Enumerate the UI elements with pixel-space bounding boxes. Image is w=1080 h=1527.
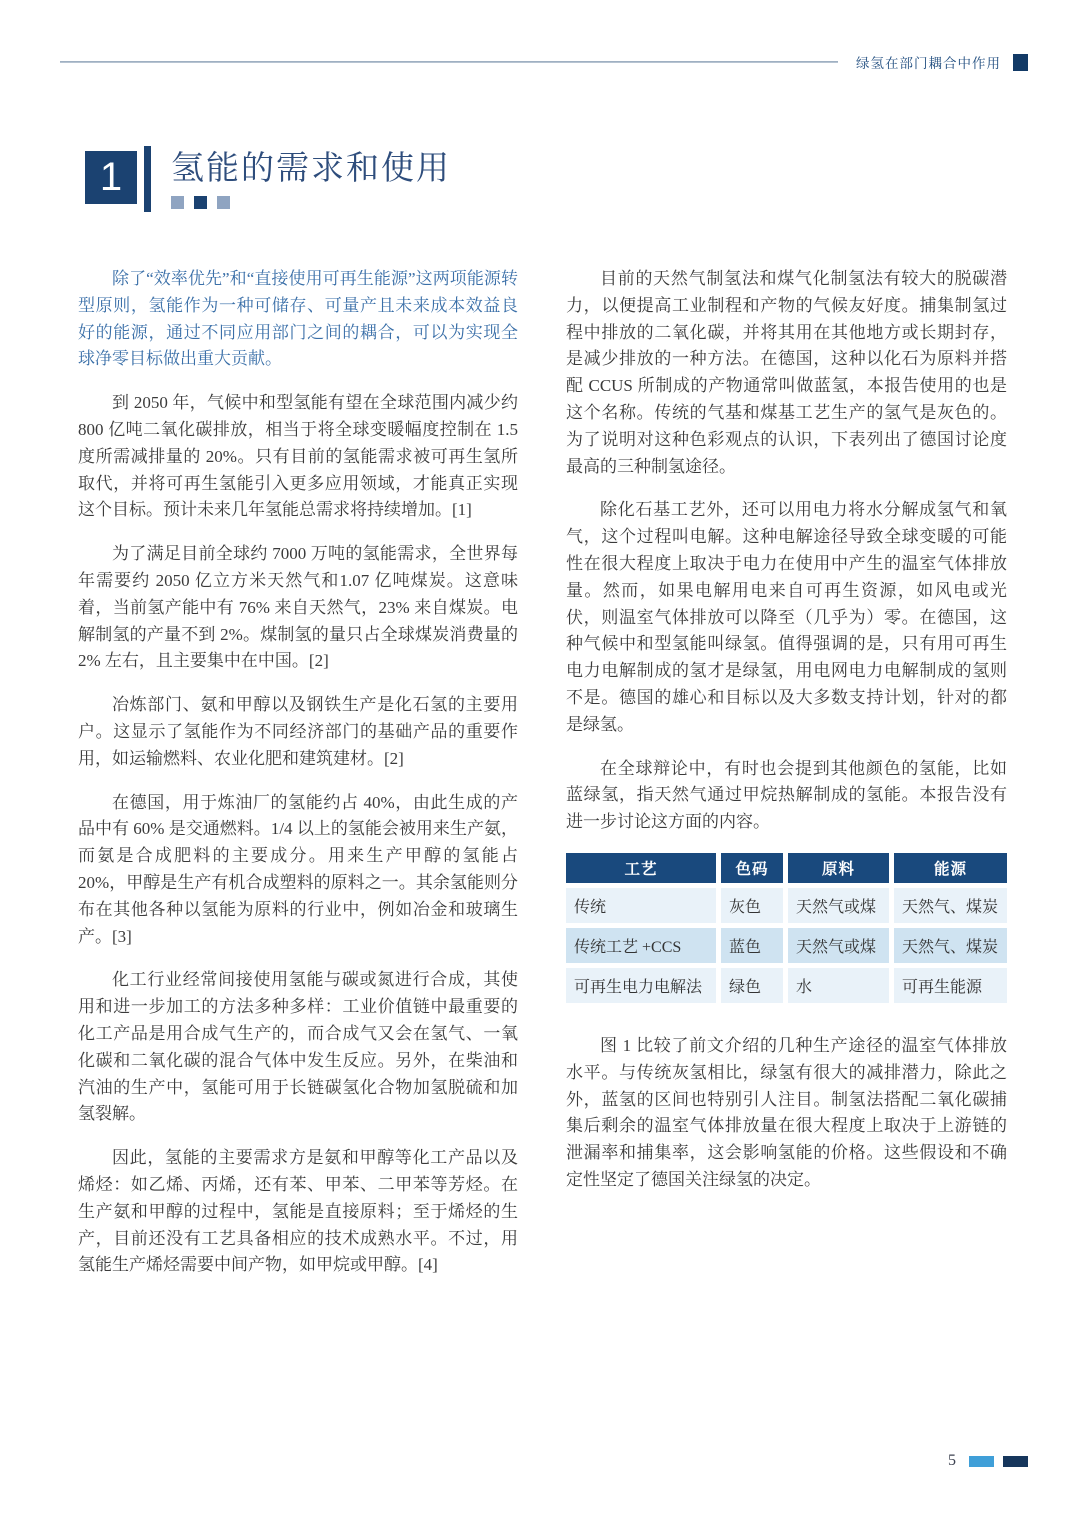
table-cell: 蓝色 bbox=[721, 928, 783, 963]
table-cell: 可再生电力电解法 bbox=[566, 968, 716, 1003]
table-cell: 传统工艺 +CCS bbox=[566, 928, 716, 963]
paragraph-electrolysis: 除化石基工艺外，还可以用电力将水分解成氢气和氧气，这个过程叫电解。这种电解途径导致全球变暖的可能性在很大程度上取决于电力在使用中产生的温室气体排放量。然而，如果电解用电来自可再生资源，如风电或光伏，则温室气体排放可以降至（几乎为）零。在德国，这种气候中和型氢能叫绿氢。值得强调的是，只有用可再生电力电解制成的氢才是绿氢，用电网电力电解制成的氢则不是。德国的雄心和目标以及大多数支持计划，针对的都是绿氢。 bbox=[566, 500, 1007, 734]
table-cell: 天然气、煤炭 bbox=[894, 888, 1007, 923]
deco-square-light-1 bbox=[171, 196, 184, 209]
chapter-heading bbox=[85, 146, 451, 212]
table-cell: 天然气或煤 bbox=[788, 888, 889, 923]
page-number: 5 bbox=[948, 1452, 956, 1469]
running-header-title: 绿氢在部门耦合中作用 bbox=[856, 56, 1001, 71]
page-footer bbox=[948, 1452, 1028, 1470]
chapter-number: 1 bbox=[99, 155, 123, 199]
table-cell: 天然气、煤炭 bbox=[894, 928, 1007, 963]
hydrogen-pathways-table bbox=[566, 853, 1007, 1003]
table-row-conventional bbox=[566, 888, 1007, 923]
table-cell: 水 bbox=[788, 968, 889, 1003]
table-header-energy: 能源 bbox=[894, 853, 1007, 883]
deco-square-light-2 bbox=[217, 196, 230, 209]
paragraph-intro: 除了“效率优先”和“直接使用可再生能源”这两项能源转型原则，氢能作为一种可储存、可量产且未来成本效益良好的能源，通过不同应用部门之间的耦合，可以为实现全球净零目标做出重大贡献。 bbox=[78, 269, 518, 369]
footer-rect-light bbox=[969, 1456, 994, 1467]
deco-square-dark bbox=[194, 196, 207, 209]
chapter-title: 氢能的需求和使用 bbox=[171, 149, 451, 186]
header-rule bbox=[60, 61, 838, 63]
paragraph-chemical-industry: 化工行业经常间接使用氢能与碳或氮进行合成，其使用和进一步加工的方法多种多样：工业价值链中最重要的化工产品是用合成气生产的，而合成气又会在氢气、一氧化碳和二氧化碳的混合气体中发生反应。另外，在柴油和汽油的生产中，氢能可用于长链碳氢化合物加氢脱硫和加氢裂解。 bbox=[78, 970, 518, 1124]
table-header-process: 工艺 bbox=[566, 853, 716, 883]
paragraph-current-demand: 为了满足目前全球约 7000 万吨的氢能需求，全世界每年需要约 2050 亿立方米天然气和1.07 亿吨煤炭。这意味着，当前氢产能中有 76% 来自天然气，23% 来自煤炭。电解制氢的产量不到 2%。煤制氢的量只占全球煤炭消费量的 2% 左右，且主要集中在中国。[2] bbox=[78, 544, 518, 671]
table-cell: 绿色 bbox=[721, 968, 783, 1003]
paragraph-other-colors: 在全球辩论中，有时也会提到其他颜色的氢能，比如蓝绿氢，指天然气通过甲烷热解制成的氢能。本报告没有进一步讨论这方面的内容。 bbox=[566, 758, 1007, 832]
table-cell: 灰色 bbox=[721, 888, 783, 923]
paragraph-demand-summary: 因此，氢能的主要需求方是氨和甲醇等化工产品以及烯烃：如乙烯、丙烯，还有苯、甲苯、二甲苯等芳烃。在生产氨和甲醇的过程中，氢能是直接原料；至于烯烃的生产，目前还没有工艺具备相应的技术成熟水平。不过，用氢能生产烯烃需要中间产物，如甲烷或甲醇。[4] bbox=[78, 1148, 518, 1275]
left-column bbox=[78, 266, 518, 1296]
chapter-number-box bbox=[85, 151, 137, 204]
table-cell: 天然气或煤 bbox=[788, 928, 889, 963]
table-row-ccs bbox=[566, 928, 1007, 963]
table-header-row bbox=[566, 853, 1007, 883]
table-cell: 可再生能源 bbox=[894, 968, 1007, 1003]
right-column bbox=[566, 266, 1007, 1211]
paragraph-main-users: 冶炼部门、氨和甲醇以及钢铁生产是化石氢的主要用户。这显示了氢能作为不同经济部门的基础产品的重要作用，如运输燃料、农业化肥和建筑建材。[2] bbox=[78, 695, 518, 768]
header-square-marker bbox=[1013, 54, 1028, 71]
table-cell: 传统 bbox=[566, 888, 716, 923]
paragraph-figure1-comparison: 图 1 比较了前文介绍的几种生产途径的温室气体排放水平。与传统灰氢相比，绿氢有很大的减排潜力，除此之外，蓝氢的区间也特别引人注目。制氢法搭配二氧化碳捕集后剩余的温室气体排放量在很大程度上取决于上游链的泄漏率和捕集率，这会影响氢能的价格。这些假设和不确定性坚定了德国关注绿氢的决定。 bbox=[566, 1035, 1007, 1189]
table-row-electrolysis bbox=[566, 968, 1007, 1003]
chapter-title-wrap bbox=[171, 146, 451, 209]
paragraph-2050-target: 到 2050 年，气候中和型氢能有望在全球范围内减少约 800 亿吨二氧化碳排放，相当于将全球变暖幅度控制在 1.5 度所需减排量的 20%。只有目前的氢能需求被可再生氢所取代，并将可再生氢能引入更多应用领域，才能真正实现这个目标。预计未来几年氢能总需求将持续增加。[1] bbox=[78, 393, 518, 520]
chapter-heading-bar bbox=[144, 146, 151, 212]
table-header-color-code: 色码 bbox=[721, 853, 783, 883]
page-header bbox=[60, 52, 1028, 72]
paragraph-germany-usage: 在德国，用于炼油厂的氢能约占 40%，由此生成的产品中有 60% 是交通燃料。1/4 以上的氢能会被用来生产氨，而氨是合成肥料的主要成分。用来生产甲醇的氢能占 20%，甲醇是生产有机合成塑料的原料之一。其余氢能则分布在其他各种以氢能为原料的行业中，例如冶金和玻璃生产。[3] bbox=[78, 792, 518, 946]
table-header-feedstock: 原料 bbox=[788, 853, 889, 883]
chapter-decorative-squares bbox=[171, 196, 451, 209]
footer-rect-dark bbox=[1003, 1456, 1028, 1467]
paragraph-blue-hydrogen: 目前的天然气制氢法和煤气化制氢法有较大的脱碳潜力，以便提高工业制程和产物的气候友好度。捕集制氢过程中排放的二氧化碳，并将其用在其他地方或长期封存，是减少排放的一种方法。在德国，这种以化石为原料并搭配 CCUS 所制成的产物通常叫做蓝氢，本报告使用的也是这个名称。传统的气基和煤基工艺生产的氢气是灰色的。为了说明对这种色彩观点的认识，下表列出了德国讨论度最高的三种制氢途径。 bbox=[566, 269, 1007, 476]
